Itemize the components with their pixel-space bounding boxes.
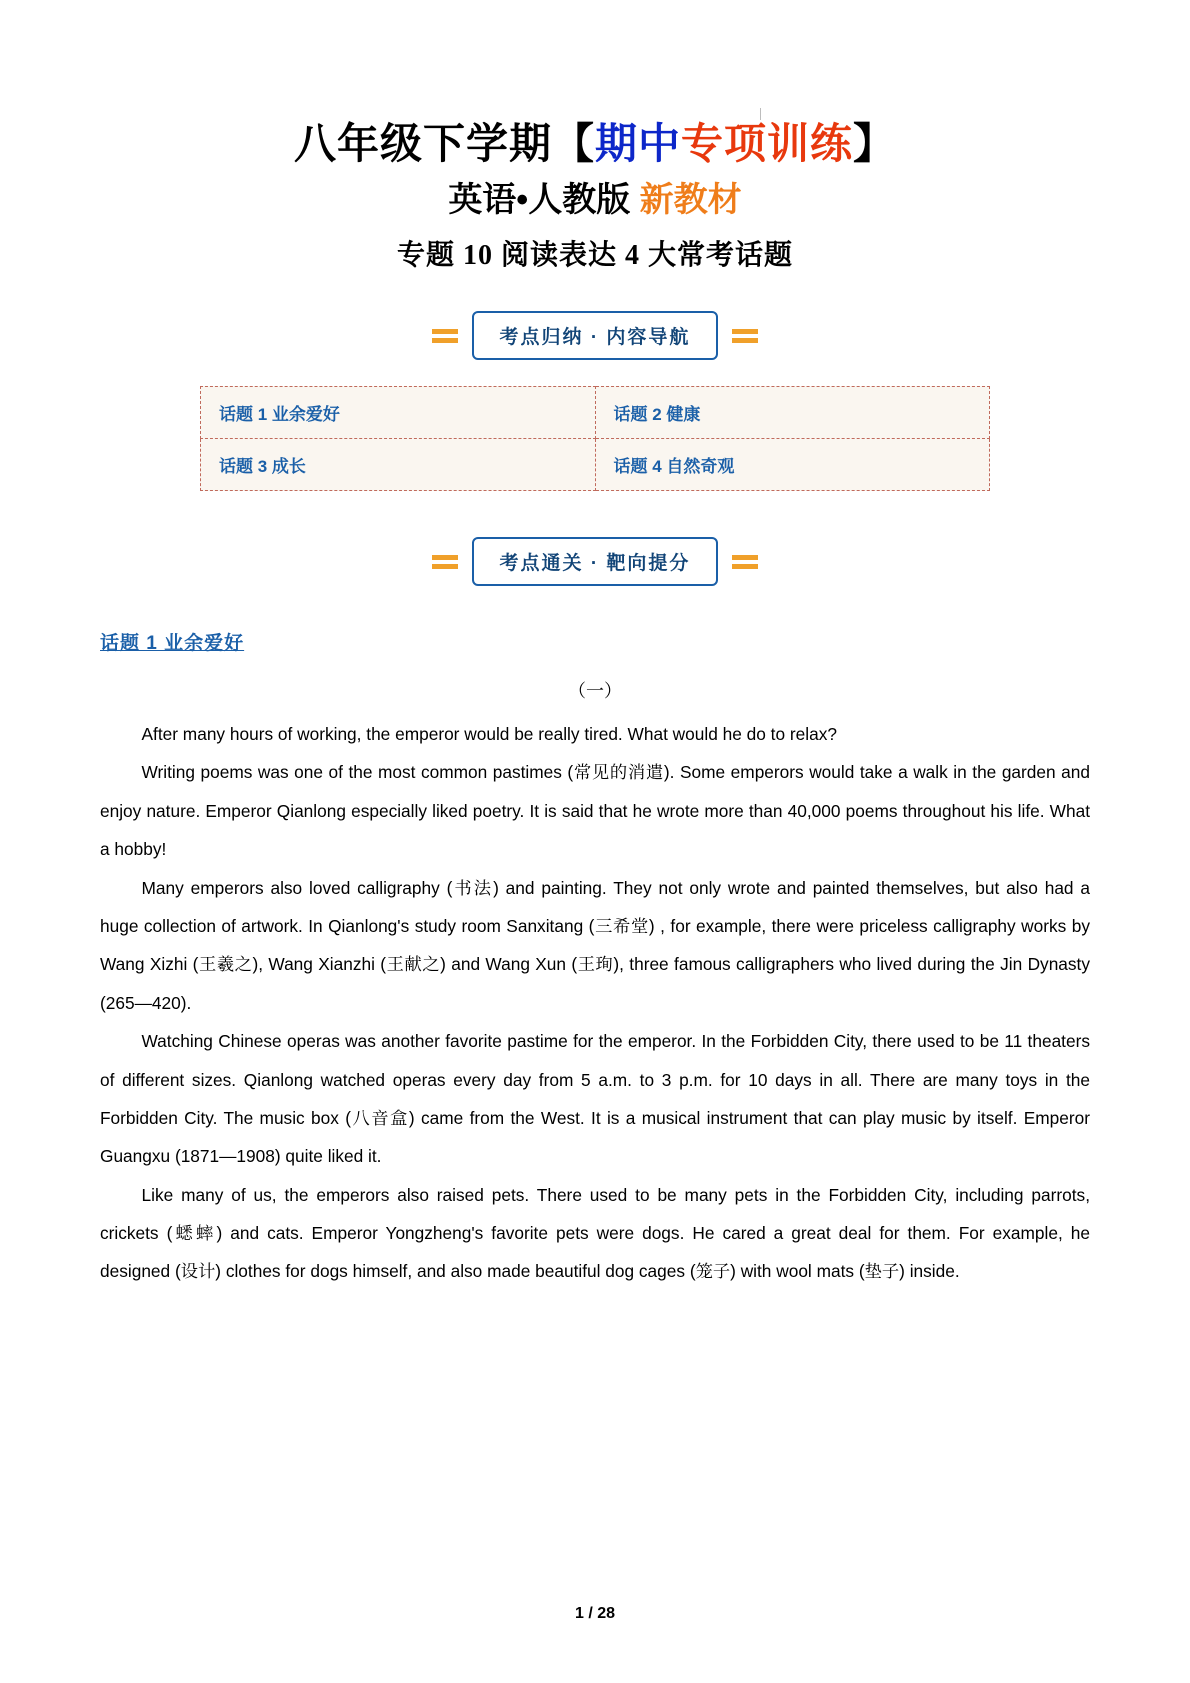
passage-label: （一） [568, 681, 622, 701]
main-title [100, 118, 1090, 171]
page-footer [0, 1605, 1190, 1623]
passage-paragraph: Watching Chinese operas was another favorite pastime for the emperor. In the Forbidden City, there used to be 11 theaters of different sizes. Qianlong watched operas every day from 5 a.m. to 3 p.m. for 10 days in all. There are many toys in the Forbidden City. The music box (八音盒) came from the West. It is a musical instrument that can play music by itself. Emperor Guangxu (1871—1908) quite liked it. [100, 1031, 1090, 1167]
title-block [100, 0, 1090, 273]
main-title-part-3: 专项训练 [681, 120, 854, 167]
passage-body [100, 715, 1090, 1291]
banner-right-ticks-icon [732, 329, 758, 343]
navigation-table [200, 386, 990, 491]
practice-banner-label: 考点通关 · 靶向提分 [472, 537, 719, 586]
passage-paragraph: After many hours of working, the emperor would be really tired. What would he do to relax? [141, 724, 837, 744]
section-heading-topic-1: 话题 1 业余爱好 [100, 633, 245, 654]
sub-title-part-1: 英语•人教版 [448, 180, 631, 219]
nav-item-topic-3[interactable]: 话题 3 成长 [201, 439, 596, 491]
navigation-banner-row [100, 311, 1090, 360]
banner-left-ticks-icon [432, 555, 458, 569]
navigation-banner-label: 考点归纳 · 内容导航 [472, 311, 719, 360]
navigation-banner [432, 311, 759, 360]
page-indicator: 1 / 28 [574, 1605, 616, 1622]
practice-banner [432, 537, 759, 586]
main-title-part-1: 八年级下学期【 [293, 120, 595, 167]
main-title-part-2: 期中 [594, 120, 681, 167]
banner-left-ticks-icon [432, 329, 458, 343]
page-tick-mark [760, 108, 761, 120]
nav-item-topic-2[interactable]: 话题 2 健康 [595, 387, 990, 439]
table-row [201, 387, 990, 439]
main-title-part-4: 】 [853, 120, 897, 167]
sub-title [100, 179, 1090, 222]
passage-paragraph: Writing poems was one of the most common pastimes (常见的消遣). Some emperors would take a walk in the garden and enjoy nature. Emperor Qianlong especially liked poetry. It is said that he wrote more than 40,000 poems throughout his life. What a hobby! [100, 762, 1090, 860]
banner-right-ticks-icon [732, 555, 758, 569]
passage-paragraph: Like many of us, the emperors also raised pets. There used to be many pets in the Forbidden City, including parrots, crickets (蟋蟀) and cats. Emperor Yongzheng's favorite pets were dogs. He cared a great deal for them. For example, he designed (设计) clothes for dogs himself, and also made beautiful dog cages (笼子) with wool mats (垫子) inside. [100, 1184, 1090, 1282]
practice-banner-row [100, 537, 1090, 586]
nav-item-topic-1[interactable]: 话题 1 业余爱好 [201, 387, 596, 439]
topic-title: 专题 10 阅读表达 4 大常考话题 [396, 240, 793, 271]
nav-item-topic-4[interactable]: 话题 4 自然奇观 [595, 439, 990, 491]
passage-paragraph: Many emperors also loved calligraphy (书法) and painting. They not only wrote and painted themselves, but also had a huge collection of artwork. In Qianlong's study room Sanxitang (三希堂) , for example, there were priceless calligraphy works by Wang Xizhi (王羲之), Wang Xianzhi (王献之) and Wang Xun (王珣), three famous calligraphers who lived during the Jin Dynasty (265—420). [100, 877, 1090, 1013]
sub-title-part-2: 新教材 [630, 180, 742, 219]
table-row [201, 439, 990, 491]
